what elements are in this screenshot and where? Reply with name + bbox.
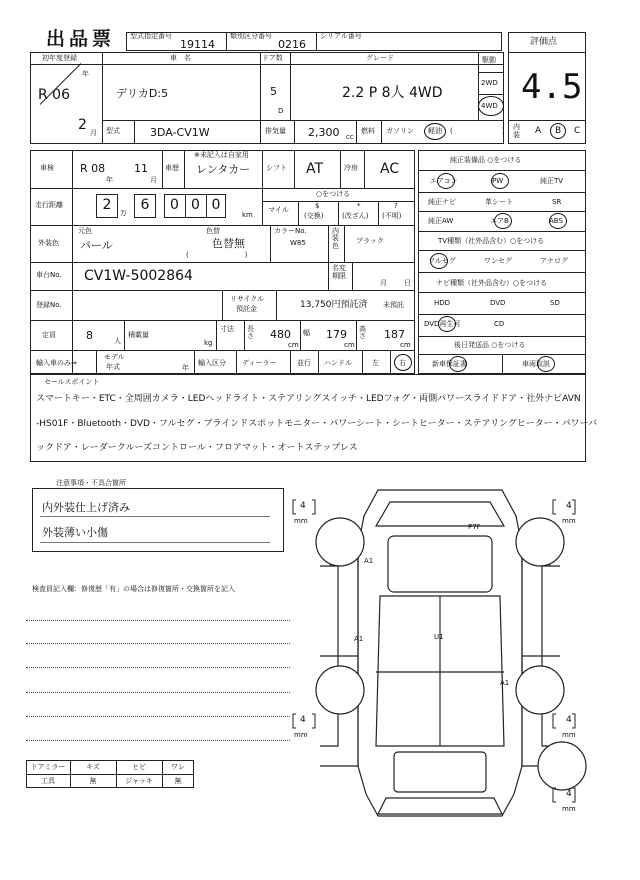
table-cell: 無	[89, 777, 97, 785]
note-line: 外装薄い小傷	[42, 526, 108, 539]
sales-line: ックドア・レーダークルーズコントロール・フロアマット・オートステップレス	[36, 443, 358, 453]
damage-mark: P7F	[468, 523, 481, 531]
sales-line: スマートキー・ETC・全周囲カメラ・LEDヘッドライト・ステアリングスイッチ・LEDフォグ・両側パワースライドドア・社外ナビAVN	[36, 394, 581, 404]
kata-label: 型式指定番号	[130, 32, 172, 40]
year-unit: 年	[82, 70, 89, 78]
length-label: 長さ	[247, 325, 254, 341]
navi-item: SD	[550, 299, 560, 307]
fuel-diesel: 軽油	[428, 127, 442, 135]
color-orig-value: パール	[80, 239, 113, 252]
navi-item: CD	[494, 320, 505, 328]
table-header: ドアミラー	[30, 763, 66, 771]
equip-item: PW	[492, 177, 504, 185]
doors-label: ドア数	[262, 54, 283, 62]
inner-a: A	[535, 126, 542, 136]
tv-item: フルセグ	[428, 257, 456, 265]
history-label: 車歴	[165, 164, 179, 172]
ac-label: 冷房	[344, 164, 358, 172]
interior-value: ブラック	[356, 237, 384, 245]
car-damage-diagram	[290, 476, 590, 836]
recycle-label-1: リサイクル	[230, 295, 265, 303]
shift-label: シフト	[266, 164, 287, 172]
notes-label: 注意事項・不具合箇所	[56, 479, 126, 487]
table-cell: 無	[174, 777, 182, 785]
capacity-label: 定員	[42, 331, 56, 339]
interior-label: 内装色	[332, 227, 339, 250]
import-dealer: ディーラー	[242, 359, 277, 367]
handle-left: 左	[372, 359, 379, 367]
shaken-label: 車検	[40, 164, 54, 172]
inspector-note: 検査員記入欄：修復歴「有」の場合は修復箇所・交換箇所を記入	[32, 585, 235, 593]
import-parallel: 並行	[297, 359, 311, 367]
history-value: レンタカー	[196, 163, 251, 176]
handle-right-circle	[394, 354, 412, 371]
car-name-label: 車 名	[170, 54, 191, 62]
later-title: 後日発送品 ○をつける	[454, 341, 526, 349]
tire-unit: mm	[294, 731, 308, 739]
disp-label: 排気量	[265, 127, 286, 135]
shaken-year-unit: 年	[106, 176, 113, 184]
mileage-digit: 6	[140, 197, 150, 213]
color-label: 外装色	[38, 239, 59, 247]
color-no-label: カラーNo.	[274, 227, 307, 235]
drive-4wd-circle	[478, 96, 504, 116]
damage-mark: U1	[434, 633, 444, 641]
model-label: 型式	[106, 127, 120, 135]
kata-value: 19114	[180, 38, 215, 51]
color-orig-label: 元色	[78, 227, 92, 235]
tire-depth: 4	[300, 715, 306, 725]
recycle-label-2: 預託金	[236, 305, 257, 313]
meter-swap: (交換)	[304, 212, 324, 220]
capacity-unit: 人	[114, 337, 121, 345]
doors-value: 5	[270, 85, 277, 98]
month-unit: 月	[90, 129, 97, 137]
recycle-value: 13,750円預託済	[300, 300, 368, 310]
fuel-paren: ( )	[450, 127, 505, 135]
meter-swap-mark: $	[315, 202, 320, 210]
width-label: 幅	[303, 329, 310, 337]
equip-title: 純正装備品 ○をつける	[450, 156, 522, 164]
inner-c: C	[574, 126, 581, 136]
reg-label: 登録No.	[36, 301, 62, 309]
shift-value: AT	[306, 161, 324, 177]
sheet-title: 出品票	[46, 28, 116, 50]
navi-item: DVD	[490, 299, 506, 307]
table-header: ワレ	[171, 763, 185, 771]
chassis-label: 車台No.	[36, 271, 62, 279]
later-item: 車両取説	[522, 360, 550, 368]
recycle-unpaid: 未預託	[383, 301, 404, 309]
mileage-km: km	[242, 211, 253, 219]
inner-b-circle	[550, 123, 566, 139]
sales-label: セールスポイント	[44, 378, 100, 386]
color-no-value: W85	[290, 239, 306, 247]
ac-value: AC	[380, 161, 400, 177]
mileage-digit: 0	[191, 197, 200, 213]
name-change-month: 月	[380, 279, 387, 287]
meter-unknown-mark: ?	[394, 202, 398, 210]
tire-unit: mm	[294, 517, 308, 525]
first-reg-year: R 06	[38, 87, 70, 103]
doors-suffix: D	[278, 107, 284, 115]
model-year-unit: 年	[182, 364, 189, 372]
load-label: 積載量	[128, 331, 149, 339]
meter-tamper: (改ざん)	[342, 212, 369, 220]
fuel-label: 燃料	[361, 127, 375, 135]
dims-label: 寸法	[220, 325, 234, 333]
grade-label: グレード	[366, 54, 394, 62]
equip-circle	[494, 213, 512, 229]
first-reg-label: 初年度登録	[42, 54, 77, 62]
shaken-month-unit: 月	[150, 176, 157, 184]
name-change-label: 名変期限	[332, 264, 346, 280]
equip-circle	[549, 213, 567, 229]
width-value: 179	[326, 328, 347, 341]
color-change-label: 色替	[206, 227, 220, 235]
equip-item: 革シート	[485, 198, 513, 206]
table-header: キズ	[86, 763, 100, 771]
mileage-man: 万	[120, 209, 127, 217]
drive-2wd: 2WD	[481, 79, 498, 87]
model-year-label-2: 年式	[106, 363, 120, 371]
score-label: 評価点	[530, 37, 558, 47]
mileage-digit: 0	[211, 197, 221, 213]
height-label: 高さ	[359, 325, 366, 341]
fuel-gas: ガソリン	[386, 127, 414, 135]
equip-item: エアB	[490, 217, 509, 225]
tire-depth: 4	[566, 789, 572, 799]
handle-label: ハンドル	[324, 359, 352, 367]
navi-circle	[438, 316, 456, 332]
table-cell: 工具	[41, 777, 55, 785]
later-circle	[537, 356, 555, 372]
load-unit: kg	[204, 339, 213, 347]
later-circle	[449, 356, 467, 372]
damage-mark: A1	[500, 679, 510, 687]
equip-circle	[491, 173, 509, 189]
tv-item: ワンセグ	[484, 257, 512, 265]
color-paren: ( )	[186, 251, 248, 259]
damage-mark: A1	[354, 635, 364, 643]
chassis-value: CV1W-5002864	[84, 268, 193, 284]
note-line: 内外装仕上げ済み	[42, 501, 130, 514]
meter-tamper-mark: *	[357, 202, 361, 210]
car-name-value: デリカD:5	[116, 87, 169, 100]
table-header: ヒビ	[132, 763, 146, 771]
meter-unknown: (不明)	[382, 212, 402, 220]
meter-mile: マイル	[268, 206, 289, 214]
equip-circle	[437, 173, 455, 189]
color-change-value: 色替無	[212, 237, 245, 250]
navi-title: ナビ種類（社外品含む）○をつける	[436, 279, 548, 287]
model-value: 3DA-CV1W	[150, 126, 210, 139]
tv-title: TV種類（社外品含む）○をつける	[438, 237, 545, 245]
length-unit: cm	[288, 341, 299, 349]
sales-line: -HS01F・Bluetooth・DVD・フルセグ・ブラインドスポットモニター・パワーシート・シートヒーター・ステアリングヒーター・パワーバ	[36, 419, 598, 429]
import-label: 輸入車のみ⇒	[36, 359, 77, 367]
equip-item: SR	[552, 198, 562, 206]
equip-item: 純正ナビ	[428, 198, 456, 206]
ruibetsu-value: 0216	[278, 38, 306, 51]
tire-depth: 4	[300, 501, 306, 511]
first-reg-month: 2	[78, 117, 87, 133]
width-unit: cm	[344, 341, 355, 349]
serial-label: シリアル番号	[320, 32, 362, 40]
navi-item: HDD	[434, 299, 451, 307]
later-item: 新車保証書	[432, 360, 467, 368]
name-change-day: 日	[404, 279, 411, 287]
disp-unit: cc	[346, 133, 354, 141]
disp-value: 2,300	[308, 126, 340, 139]
tire-unit: mm	[562, 731, 576, 739]
tire-unit: mm	[562, 517, 576, 525]
tv-item: アナログ	[540, 257, 568, 265]
height-unit: cm	[400, 341, 411, 349]
inner-label-1: 内	[513, 123, 520, 131]
tire-unit: mm	[562, 805, 576, 813]
handle-right: 右	[399, 359, 406, 367]
drive-label: 駆動	[482, 56, 496, 64]
equip-item: 純正AW	[428, 217, 454, 225]
tv-circle	[430, 253, 448, 269]
tire-depth: 4	[566, 715, 572, 725]
grade-value: 2.2 P 8人 4WD	[342, 85, 443, 101]
table-cell: ジャッキ	[125, 777, 153, 785]
equip-item: エアコン	[430, 177, 458, 185]
damage-mark: A1	[364, 557, 374, 565]
ruibetsu-label: 類別区分番号	[230, 32, 272, 40]
fuel-diesel-circle	[424, 123, 446, 140]
height-value: 187	[384, 328, 405, 341]
history-note: ※未記入は自家用	[194, 151, 249, 159]
drive-4wd: 4WD	[481, 102, 498, 110]
shaken-month-value: 11	[134, 162, 148, 175]
mileage-digit: 0	[170, 197, 179, 213]
navi-item: DVD再生可	[424, 320, 461, 328]
shaken-value: R 08	[80, 162, 106, 175]
mileage-label: 走行距離	[35, 201, 63, 209]
import-type-label: 輸入区分	[198, 359, 226, 367]
tire-depth: 4	[566, 501, 572, 511]
equip-item: 純正TV	[540, 177, 564, 185]
model-year-label-1: モデル	[104, 353, 125, 361]
inner-b: B	[555, 126, 562, 136]
meter-circle-note: ○をつける	[316, 190, 351, 198]
length-value: 480	[270, 328, 291, 341]
mileage-digit: 2	[102, 197, 112, 213]
score-value: 4.5	[521, 67, 583, 107]
capacity-value: 8	[86, 329, 93, 342]
equip-item: ABS	[549, 217, 563, 225]
inner-label-2: 装	[513, 131, 520, 139]
